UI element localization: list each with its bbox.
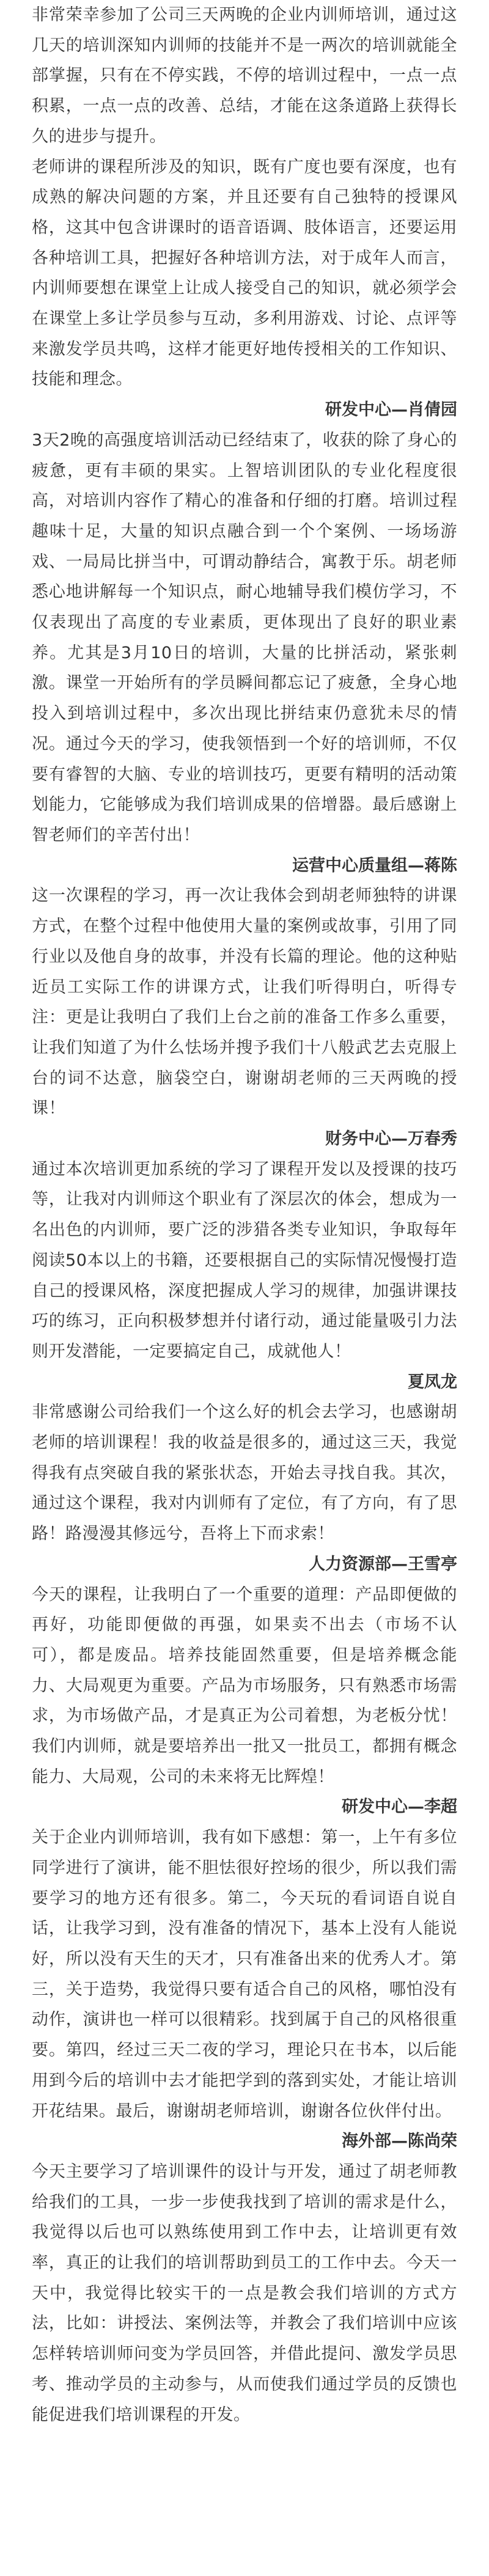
- author-signature: 财务中心—万春秀: [325, 1129, 457, 1149]
- author-signature: 海外部—陈尚荣: [342, 2132, 457, 2151]
- paragraph: 老师讲的课程所涉及的知识，既有广度也要有深度，也有成熟的解决问题的方案，并且还要有自己独特的授课风格，这其中包含讲课时的语音语调、肢体语言，还要运用各种培训工具，把握好各种培训方法，对于成年人而言，内训师要想在课堂上让成人接受自己的知识，就必须学会在课堂上多让学员参与互动，多利用游戏、讨论、点评等来激发学员共鸣，这样才能更好地传授相关的工作知识、技能和理念。: [32, 157, 457, 389]
- author-signature: 夏凤龙: [408, 1372, 457, 1392]
- paragraph: 3天2晚的高强度培训活动已经结束了，收获的除了身心的疲惫，更有丰硕的果实。上智培训团队的专业化程度很高，对培训内容作了精心的准备和仔细的打磨。培训过程趣味十足，大量的知识点融合到一个个案例、一场场游戏、一局局比拼当中，可谓动静结合，寓教于乐。胡老师悉心地讲解每一个知识点，耐心地辅导我们模仿学习，不仅表现出了高度的专业素质，更体现出了良好的职业素养。尤其是3月10日的培训，大量的比拼活动，紧张刺激。课堂一开始所有的学员瞬间都忘记了疲惫，全身心地投入到培训过程中，多次出现比拼结束仍意犹未尽的情况。通过今天的学习，使我领悟到一个好的培训师，不仅要有睿智的大脑、专业的培训技巧，更要有精明的活动策划能力，它能够成为我们培训成果的倍增器。最后感谢上智老师们的辛苦付出！: [32, 430, 457, 845]
- paragraph: 非常感谢公司给我们一个这么好的机会去学习，也感谢胡老师的培训课程！我的收益是很多的，通过这三天，我觉得我有点突破自我的紧张状态，开始去寻找自我。其次，通过这个课程，我对内训师有了定位，有了方向，有了思路！路漫漫其修远兮，吾将上下而求索！: [32, 1403, 457, 1544]
- author-signature: 研发中心—李超: [342, 1797, 457, 1817]
- entry-testimonial: [0, 395, 489, 851]
- paragraph: 今天的课程，让我明白了一个重要的道理：产品即便做的再好，功能即便做的再强，如果卖不出去（市场不认可），都是废品。培养技能固然重要，但是培养概念能力、大局观更为重要。产品为市场服务，只有熟悉市场需求，为市场做产品，才是真正为公司着想，为老板分忧！我们内训师，就是要培养出一批又一批员工，都拥有概念能力、大局观，公司的未来将无比辉煌！: [32, 1585, 457, 1786]
- entry-testimonial: [0, 1124, 489, 1367]
- entry-testimonial: [0, 1367, 489, 1549]
- author-signature: 人力资源部—王雪亭: [309, 1554, 457, 1574]
- paragraph: 这一次课程的学习，再一次让我体会到胡老师独特的讲课方式，在整个过程中他使用大量的案例或故事，引用了同行业以及他自身的故事，并没有长篇的理论。他的这种贴近员工实际工作的讲课方式，让我们听得明白，听得专注：更是让我明白了我们上台之前的准备工作多么重要，让我们知道了为什么怯场并搜予我们十八般武艺去克服上台的词不达意，脑袋空白，谢谢胡老师的三天两晚的授课！: [32, 886, 457, 1118]
- entry-intro: [0, 0, 489, 395]
- paragraph: 今天主要学习了培训课件的设计与开发，通过了胡老师教给我们的工具，一步一步使我找到了培训的需求是什么，我觉得以后也可以熟练使用到工作中去，让培训更有效率，真正的让我们的培训帮助到员工的工作中去。今天一天中，我觉得比较实干的一点是教会我们培训的方式方法，比如：讲授法、案例法等，并教会了我们培训中应该怎样转培训师问变为学员回答，并借此提问、激发学员思考、推动学员的主动参与，从而使我们通过学员的反馈也能促进我们培训课程的开发。: [32, 2162, 457, 2424]
- entry-testimonial: [0, 2126, 489, 2430]
- author-signature: 运营中心质量组—蒋陈: [292, 856, 457, 875]
- entry-testimonial: [0, 1549, 489, 1793]
- entry-testimonial: [0, 851, 489, 1124]
- paragraph: 关于企业内训师培训，我有如下感想：第一，上午有多位同学进行了演讲，能不胆怯很好控场的很少，所以我们需要学习的地方还有很多。第二，今天玩的看词语自说自话，让我学习到，没有准备的情况下，基本上没有人能说好，所以没有天生的天才，只有准备出来的优秀人才。第三，关于造势，我觉得只要有适合自己的风格，哪怕没有动作，演讲也一样可以很精彩。找到属于自己的风格很重要。第四，经过三天二夜的学习，理论只在书本，以后能用到今后的培训中去才能把学到的落到实处，才能让培训开花结果。最后，谢谢胡老师培训，谢谢各位伙伴付出。: [32, 1828, 457, 2121]
- author-signature: 研发中心—肖倩园: [325, 400, 457, 420]
- paragraph: 通过本次培训更加系统的学习了课程开发以及授课的技巧等，让我对内训师这个职业有了深层次的体会，想成为一名出色的内训师，要广泛的涉猎各类专业知识，争取每年阅读50本以上的书籍，还要根据自己的实际情况慢慢打造自己的授课风格，深度把握成人学习的规律，加强讲课技巧的练习，正向积极梦想并付诸行动，通过能量吸引力法则开发潜能，一定要搞定自己，成就他人！: [32, 1159, 457, 1361]
- paragraph: 非常荣幸参加了公司三天两晚的企业内训师培训，通过这几天的培训深知内训师的技能并不是一两次的培训就能全部掌握，只有在不停实践，不停的培训过程中，一点一点积累，一点一点的改善、总结，才能在这条道路上获得长久的进步与提升。: [32, 6, 457, 146]
- entry-testimonial: [0, 1792, 489, 2126]
